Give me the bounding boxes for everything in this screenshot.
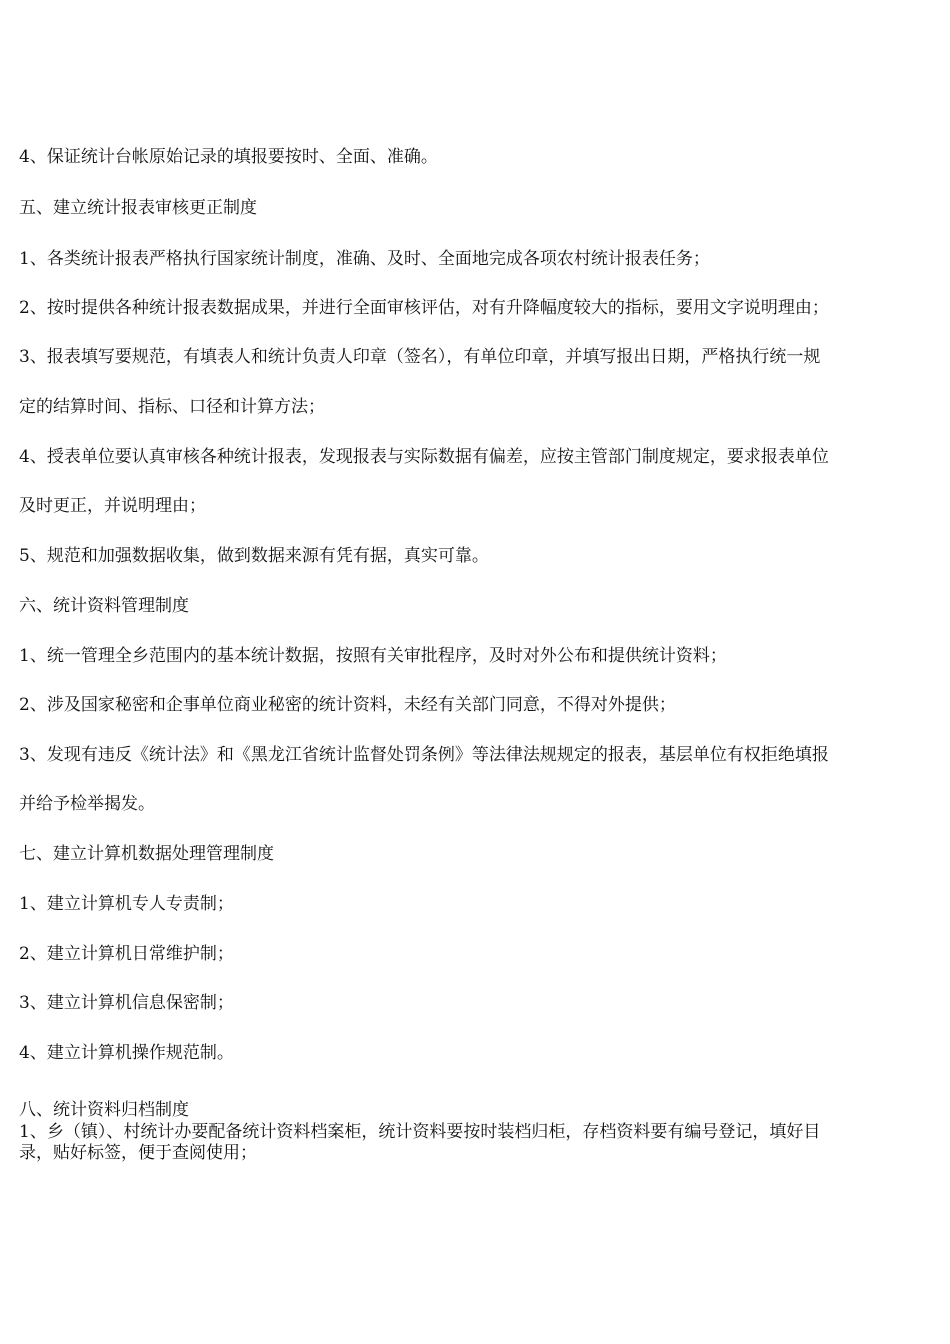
- section-heading: 五、建立统计报表审核更正制度: [19, 198, 257, 218]
- section-heading: 八、统计资料归档制度: [19, 1100, 189, 1120]
- text-line: 3、报表填写要规范，有填表人和统计负责人印章（签名），有单位印章，并填写报出日期，严格执行统一规: [19, 347, 821, 367]
- text-line: 2、涉及国家秘密和企事单位商业秘密的统计资料，未经有关部门同意，不得对外提供；: [19, 695, 676, 715]
- text-line: 录，贴好标签，便于查阅使用；: [19, 1143, 257, 1163]
- text-line: 2、按时提供各种统计报表数据成果，并进行全面审核评估，对有升降幅度较大的指标，要用文字说明理由；: [19, 298, 829, 318]
- text-line: 1、统一管理全乡范围内的基本统计数据，按照有关审批程序，及时对外公布和提供统计资料；: [19, 646, 727, 666]
- text-line: 及时更正，并说明理由；: [19, 496, 206, 516]
- text-line: 定的结算时间、指标、口径和计算方法；: [19, 397, 325, 417]
- text-line: 1、乡（镇）、村统计办要配备统计资料档案柜，统计资料要按时装档归柜，存档资料要有编号登记，填好目: [19, 1122, 821, 1142]
- section-heading: 六、统计资料管理制度: [19, 596, 189, 616]
- text-line: 1、各类统计报表严格执行国家统计制度，准确、及时、全面地完成各项农村统计报表任务；: [19, 249, 710, 269]
- text-line: 3、建立计算机信息保密制；: [19, 993, 234, 1013]
- text-line: 4、保证统计台帐原始记录的填报要按时、全面、准确。: [19, 147, 438, 167]
- text-line: 1、建立计算机专人专责制；: [19, 894, 234, 914]
- text-line: 4、授表单位要认真审核各种统计报表，发现报表与实际数据有偏差，应按主管部门制度规定，要求报表单位: [19, 447, 829, 467]
- text-line: 3、发现有违反《统计法》和《黑龙江省统计监督处罚条例》等法律法规规定的报表，基层单位有权拒绝填报: [19, 745, 829, 765]
- section-heading: 七、建立计算机数据处理管理制度: [19, 844, 274, 864]
- text-line: 2、建立计算机日常维护制；: [19, 944, 234, 964]
- text-line: 并给予检举揭发。: [19, 794, 155, 814]
- text-line: 4、建立计算机操作规范制。: [19, 1043, 234, 1063]
- text-line: 5、规范和加强数据收集，做到数据来源有凭有据，真实可靠。: [19, 546, 489, 566]
